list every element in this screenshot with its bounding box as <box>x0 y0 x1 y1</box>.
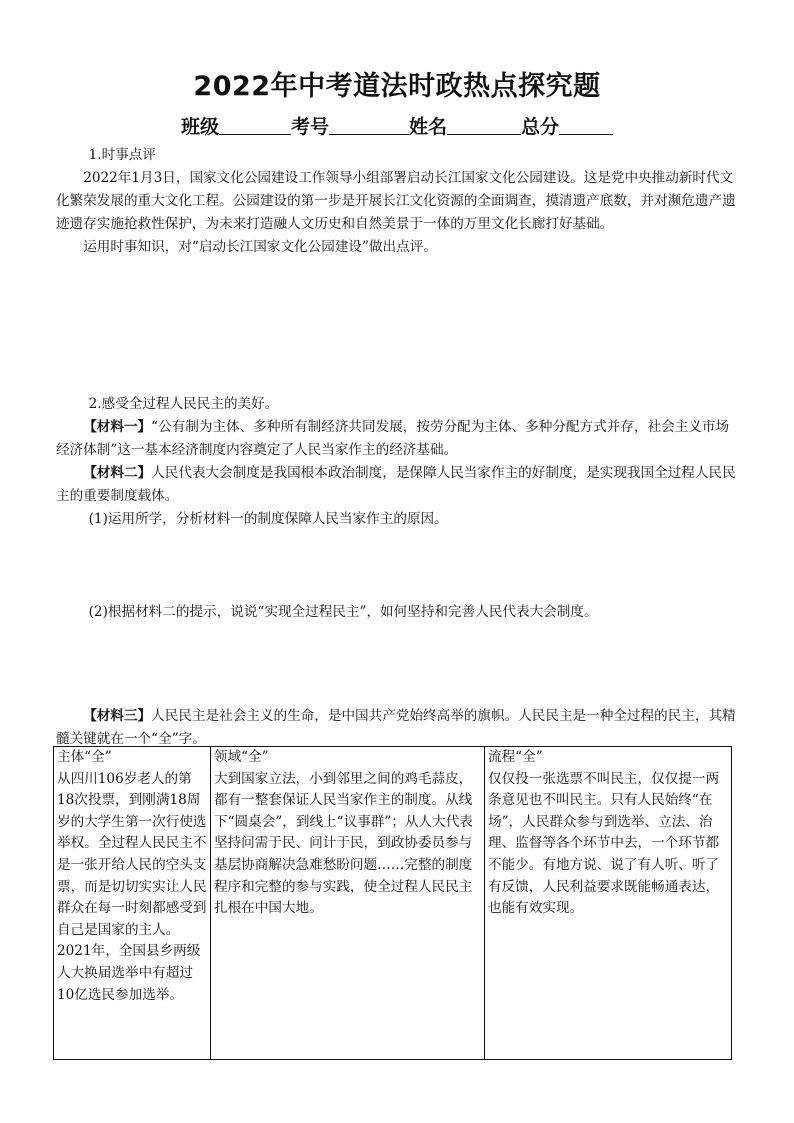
table-cell-subject <box>54 747 211 1060</box>
name-label: 姓名 <box>409 116 448 138</box>
table-row <box>54 747 732 1060</box>
q2-subquestion-2: (2)根据材料二的提示，说说“实现全过程民主”，如何坚持和完善人民代表大会制度。 <box>88 604 598 620</box>
question-2 <box>56 393 736 531</box>
column-heading-subject: 主体“全” <box>57 749 112 765</box>
material-3-text: 人民民主是社会主义的生命，是中国共产党始终高举的旗帜。人民民主是一种全过程的民主，其精髓关键就在一个“全”字。 <box>56 708 736 747</box>
material-3-table <box>53 746 732 1060</box>
class-label: 班级 <box>180 116 219 138</box>
column-heading-process: 流程“全” <box>488 749 543 765</box>
q2-heading: 2.感受全过程人民民主的美好。 <box>88 396 279 412</box>
material-1-tag: 【材料一】 <box>83 419 152 435</box>
score-blank[interactable] <box>559 116 613 135</box>
column-text-process: 仅仅投一张选票不叫民主，仅仅提一两条意见也不叫民主。只有人民始终“在场”，人民群众参与到选举、立法、治理、监督等各个环节中去，一个环节都不能少。有地方说、说了有人听、听了有反馈，人民利益要求既能畅通表达，也能有效实现。 <box>488 770 720 917</box>
exam-id-blank[interactable] <box>329 116 409 135</box>
question-1 <box>56 144 736 259</box>
column-text-subject: 从四川106岁老人的第18次投票，到刚满18周岁的大学生第一次行使选举权。全过程人民民主不是一张开给人民的空头支票，而是切切实实让人民群众在每一时刻都感受到自己是国家的主人。2021年，全国县乡两级人大换届选举中有超过10亿选民参加选举。 <box>57 770 207 1003</box>
score-label: 总分 <box>521 116 560 138</box>
material-1-text: “公有制为主体、多种所有制经济共同发展，按劳分配为主体、多种分配方式并存，社会主义市场经济体制”这一基本经济制度内容奠定了人民当家作主的经济基础。 <box>56 419 730 458</box>
material-2-text: 人民代表大会制度是我国根本政治制度，是保障人民当家作主的好制度，是实现我国全过程人民民主的重要制度载体。 <box>56 465 736 504</box>
class-blank[interactable] <box>219 116 291 135</box>
q2-subquestion-1: (1)运用所学，分析材料一的制度保障人民当家作主的原因。 <box>88 511 448 527</box>
q1-task: 运用时事知识，对“启动长江国家文化公园建设”做出点评。 <box>83 239 437 255</box>
material-3-block <box>56 705 736 751</box>
q2-material-2 <box>56 462 736 508</box>
name-blank[interactable] <box>447 116 521 135</box>
table-cell-process <box>485 747 732 1060</box>
q1-heading: 1.时事点评 <box>88 147 156 163</box>
column-text-domain: 大到国家立法，小到邻里之间的鸡毛蒜皮，都有一整套保证人民当家作主的制度。从线下“圆桌会”，到线上“议事群”；从人大代表坚持问需于民、问计于民，到政协委员参与基层协商解决急难愁盼问题……完整的制度程序和完整的参与实践，使全过程人民民主扎根在中国大地。 <box>214 770 473 917</box>
table-cell-domain <box>211 747 485 1060</box>
page-title: 2022年中考道法时政热点探究题 <box>193 71 601 102</box>
column-heading-domain: 领域“全” <box>214 749 269 765</box>
exam-id-label: 考号 <box>290 116 329 138</box>
material-2-tag: 【材料二】 <box>83 465 152 481</box>
q2-subquestion-2-block <box>56 601 736 624</box>
q2-material-3 <box>56 705 736 751</box>
student-info-row <box>0 112 794 139</box>
q1-material: 2022年1月3日，国家文化公园建设工作领导小组部署启动长江国家文化公园建设。这是党中央推动新时代文化繁荣发展的重大文化工程。公园建设的第一步是开展长江文化资源的全面调查，摸清遗产底数，并对濒危遗产遗迹遗存实施抢救性保护，为未来打造融人文历史和自然美景于一体的万里文化长廊打好基础。 <box>56 170 736 232</box>
q2-material-1 <box>56 416 736 462</box>
material-3-tag: 【材料三】 <box>83 708 152 724</box>
